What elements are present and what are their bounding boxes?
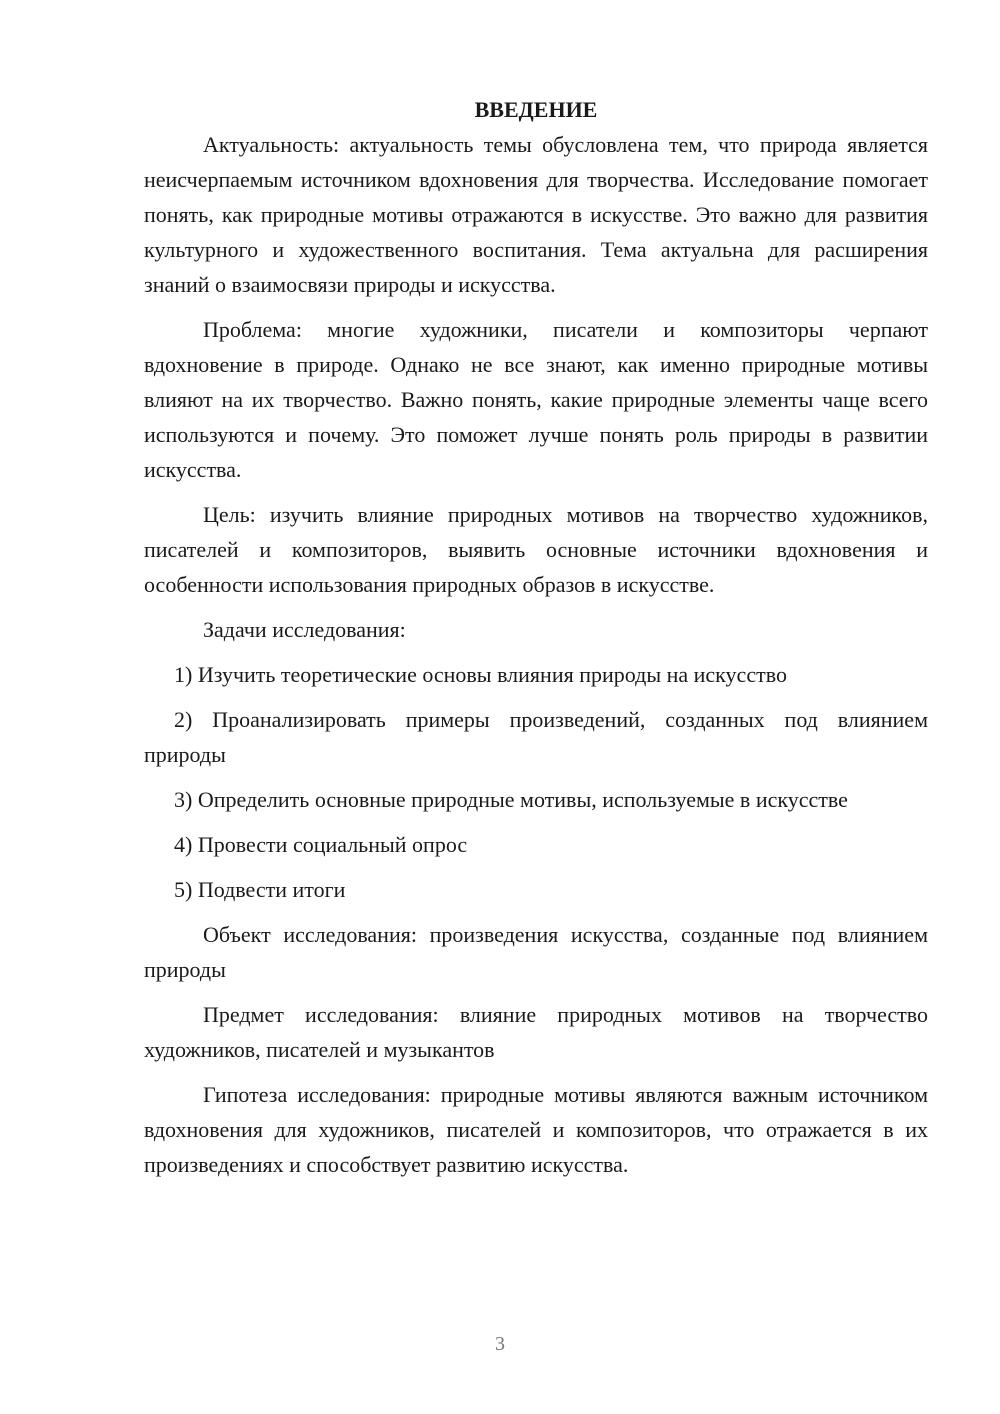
- list-item: 1) Изучить теоретические основы влияния природы на искусство: [174, 662, 787, 687]
- subject-paragraph: Предмет исследования: влияние природных мотивов на творчество художников, писателей и музыкантов: [144, 1002, 928, 1062]
- problem-paragraph: Проблема: многие художники, писатели и композиторы черпают вдохновение в природе. Однако не все знают, как именно природные мотивы влияют на их творчество. Важно понять, какие природные элементы чаще всего используются и почему. Это поможет лучше понять роль природы в развитии искусства.: [144, 317, 928, 482]
- list-item: 2) Проанализировать примеры произведений, созданных под влиянием природы: [144, 707, 928, 767]
- list-item: 3) Определить основные природные мотивы, используемые в искусстве: [174, 787, 848, 812]
- tasks-title: Задачи исследования:: [203, 617, 406, 642]
- page-title: ВВЕДЕНИЕ: [474, 97, 598, 122]
- hypothesis-paragraph: Гипотеза исследования: природные мотивы являются важным источником вдохновения для художников, писателей и композиторов, что отражается в их произведениях и способствует развитию искусства.: [144, 1082, 928, 1177]
- list-item: 4) Провести социальный опрос: [174, 832, 468, 857]
- document-page: [144, 92, 928, 1182]
- goal-paragraph: Цель: изучить влияние природных мотивов на творчество художников, писателей и композиторов, выявить основные источники вдохновения и особенности использования природных образов в искусстве.: [144, 502, 928, 597]
- list-item: 5) Подвести итоги: [174, 877, 346, 902]
- relevance-paragraph: Актуальность: актуальность темы обусловлена тем, что природа является неисчерпаемым источником вдохновения для творчества. Исследование помогает понять, как природные мотивы отражаются в искусстве. Это важно для развития культурного и художественного воспитания. Тема актуальна для расширения знаний о взаимосвязи природы и искусства.: [144, 132, 928, 297]
- page-number: 3: [495, 1333, 505, 1355]
- object-paragraph: Объект исследования: произведения искусства, созданные под влиянием природы: [144, 922, 928, 982]
